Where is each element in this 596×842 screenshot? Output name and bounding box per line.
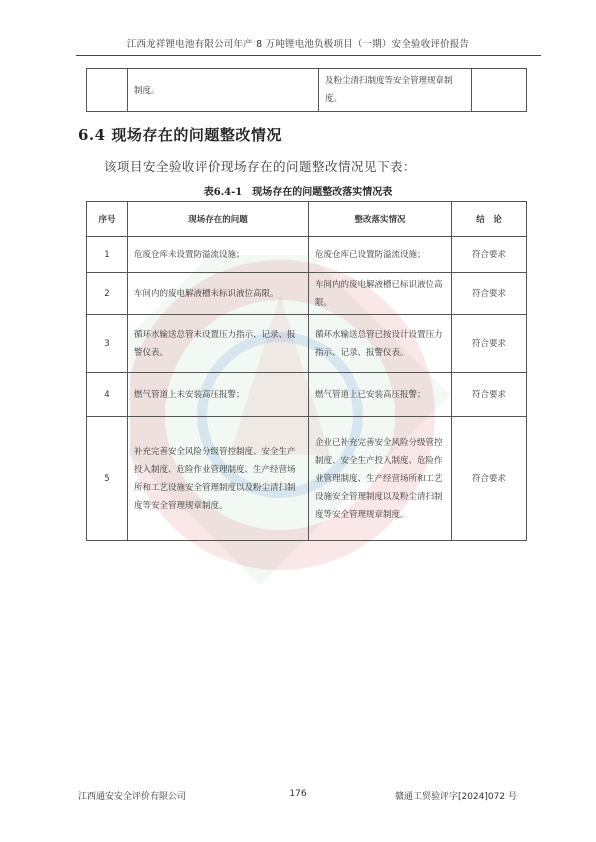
table-cell [472,69,527,112]
row-index: 3 [87,315,128,373]
table-row [87,417,527,541]
row-result: 符合要求 [452,315,527,373]
row-fix: 燃气管道上已安装高压报警； [309,373,452,417]
table-cell: 制度。 [128,69,319,112]
row-result: 符合要求 [452,273,527,315]
table-row [87,373,527,417]
table-row [87,315,527,373]
row-problem: 车间内的废电解液槽未标识液位高限。 [128,273,309,315]
table-row [87,273,527,315]
col-header-problem: 现场存在的问题 [128,202,309,237]
table-caption: 表6.4-1 现场存在的问题整改落实情况表 [203,187,393,198]
row-fix: 企业已补充完善安全风险分级管控制度、安全生产投入制度、危险作业管理制度、生产经营场所和工艺设施安全管理制度以及粉尘清扫制度等安全管理规章制度。 [309,417,452,541]
row-index: 4 [87,373,128,417]
row-result: 符合要求 [452,237,527,273]
table-cell: 及粉尘清扫制度等安全管理规章制度。 [319,69,472,112]
table-cell [87,69,128,112]
row-index: 1 [87,237,128,273]
row-fix: 危废仓库已设置防溢流设施； [309,237,452,273]
continued-table [86,68,527,112]
row-problem: 循环水输送总管未设置压力指示、记录、报警仪表。 [128,315,309,373]
issues-table [86,201,527,541]
row-result: 符合要求 [452,373,527,417]
header-rule [76,55,541,56]
table-row [87,237,527,273]
table-header-row [87,202,527,237]
col-header-fix: 整改落实情况 [309,202,452,237]
footer-company: 江西通安安全评价有限公司 [78,792,187,802]
row-problem: 危废仓库未设置防溢流设施； [128,237,309,273]
row-result: 符合要求 [452,417,527,541]
col-header-result: 结 论 [452,202,527,237]
row-problem: 补充完善安全风险分级管控制度、安全生产投入制度、危险作业管理制度、生产经营场所和工艺设施安全管理制度以及粉尘清扫制度等安全管理规章制度。 [128,417,309,541]
row-problem: 燃气管道上未安装高压报警； [128,373,309,417]
page-header: 江西龙祥锂电池有限公司年产 8 万吨锂电池负极项目（一期）安全验收评价报告 [126,39,470,50]
col-header-index: 序号 [87,202,128,237]
intro-paragraph: 该项目安全验收评价现场存在的问题整改情况见下表： [104,159,417,174]
row-fix: 循环水输送总管已按设计设置压力指示、记录、报警仪表。 [309,315,452,373]
row-index: 2 [87,273,128,315]
row-fix: 车间内的废电解液槽已标识液位高限。 [309,273,452,315]
row-index: 5 [87,417,128,541]
page-number: 176 [289,789,307,799]
footer-doc-number: 赣通工贸验评字[2024]072 号 [395,792,517,802]
section-title: 6.4 现场存在的问题整改情况 [78,126,282,144]
